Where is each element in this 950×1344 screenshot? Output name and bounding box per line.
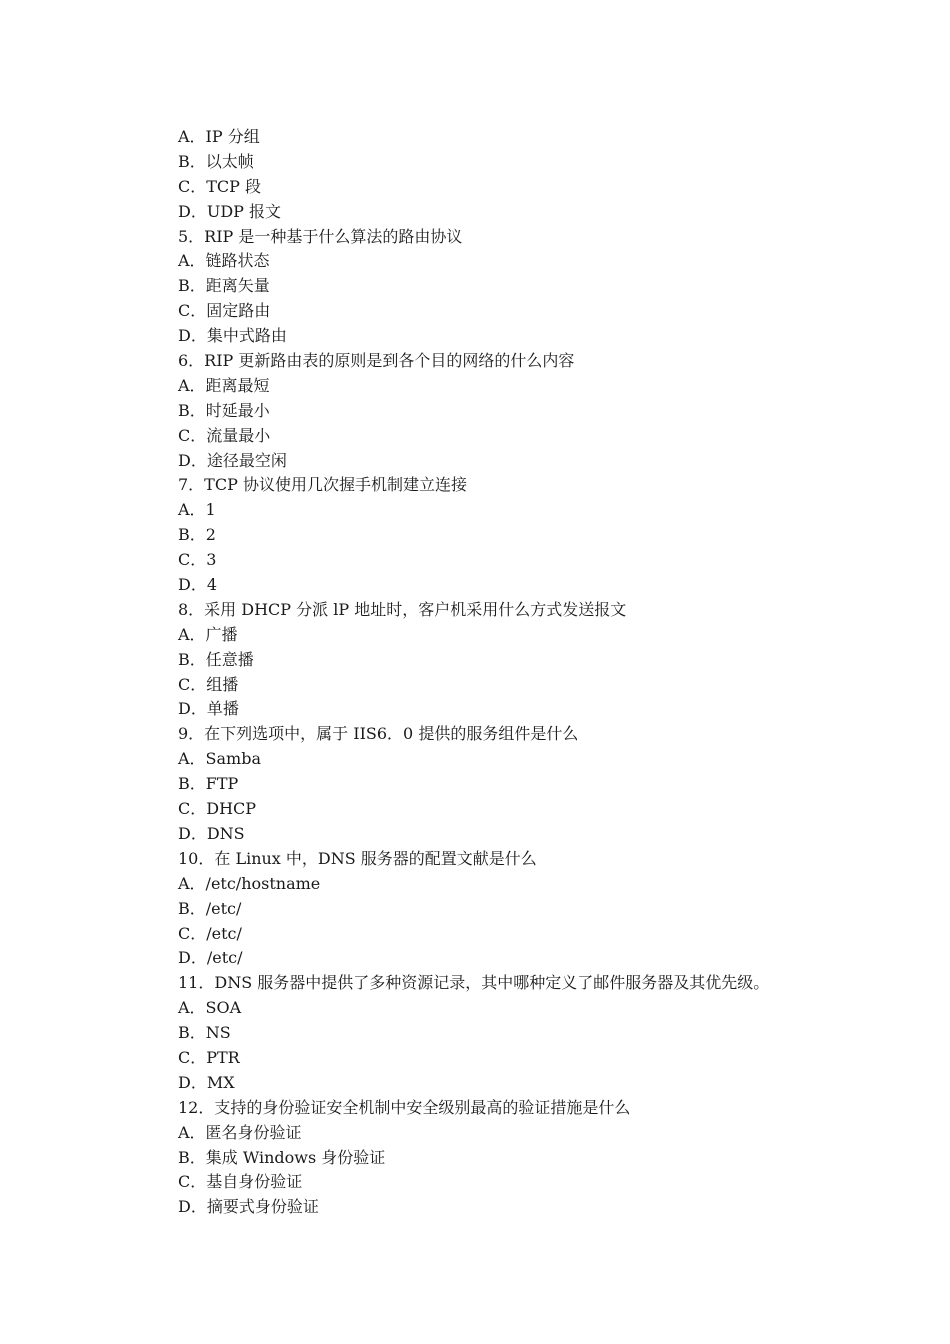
- option-line: C．DHCP: [178, 799, 257, 819]
- option-line: A．Samba: [178, 749, 262, 769]
- question-line: 8．采用 DHCP 分派 lP 地址时，客户机采用什么方式发送报文: [178, 599, 627, 619]
- option-line: B．2: [178, 525, 216, 545]
- option-line: B．以太帧: [178, 151, 254, 171]
- option-line: A．距离最短: [178, 375, 270, 395]
- option-line: D．摘要式身份验证: [178, 1197, 319, 1217]
- option-line: D．集中式路由: [178, 326, 287, 346]
- option-line: B．任意播: [178, 649, 254, 669]
- option-line: A．广播: [178, 624, 238, 644]
- option-line: A．IP 分组: [178, 127, 260, 146]
- option-line: B．NS: [178, 1023, 231, 1043]
- option-line: D．/etc/: [178, 948, 243, 968]
- option-line: D．MX: [178, 1072, 235, 1092]
- option-line: A．/etc/hostname: [178, 873, 321, 893]
- question-line: 5．RIP 是一种基于什么算法的路由协议: [178, 226, 463, 246]
- option-line: C．基自身份验证: [178, 1172, 303, 1192]
- option-line: B．距离矢量: [178, 276, 270, 296]
- option-line: C．PTR: [178, 1047, 240, 1067]
- option-line: C．固定路由: [178, 301, 271, 321]
- option-line: D．4: [178, 575, 218, 595]
- question-line: 11．DNS 服务器中提供了多种资源记录，其中哪种定义了邮件服务器及其优先级。: [178, 973, 770, 993]
- option-line: C．3: [178, 550, 217, 570]
- question-line: 7．TCP 协议使用几次握手机制建立连接: [178, 475, 467, 495]
- option-line: A．1: [178, 500, 216, 520]
- question-line: 12．支持的身份验证安全机制中安全级别最高的验证措施是什么: [178, 1097, 631, 1117]
- option-line: B．FTP: [178, 774, 239, 794]
- question-line: 10．在 Linux 中，DNS 服务器的配置文献是什么: [178, 848, 537, 868]
- option-line: A．匿名身份验证: [178, 1122, 302, 1142]
- option-line: D．单播: [178, 699, 239, 719]
- question-line: 9．在下列选项中，属于 IIS6．0 提供的服务组件是什么: [178, 724, 579, 744]
- option-line: A．链路状态: [178, 251, 270, 271]
- option-line: D．途径最空闲: [178, 450, 287, 470]
- option-line: B．集成 Windows 身份验证: [178, 1147, 386, 1167]
- option-line: B．/etc/: [178, 898, 242, 918]
- question-list: [178, 125, 878, 1220]
- option-line: D．UDP 报文: [178, 201, 281, 221]
- option-line: C．流量最小: [178, 425, 271, 445]
- option-line: C．组播: [178, 674, 239, 694]
- option-line: B．时延最小: [178, 400, 270, 420]
- option-line: A．SOA: [178, 998, 242, 1018]
- option-line: C．/etc/: [178, 923, 242, 943]
- question-line: 6．RIP 更新路由表的原则是到各个目的网络的什么内容: [178, 351, 575, 371]
- option-line: C．TCP 段: [178, 176, 262, 196]
- option-line: D．DNS: [178, 823, 245, 843]
